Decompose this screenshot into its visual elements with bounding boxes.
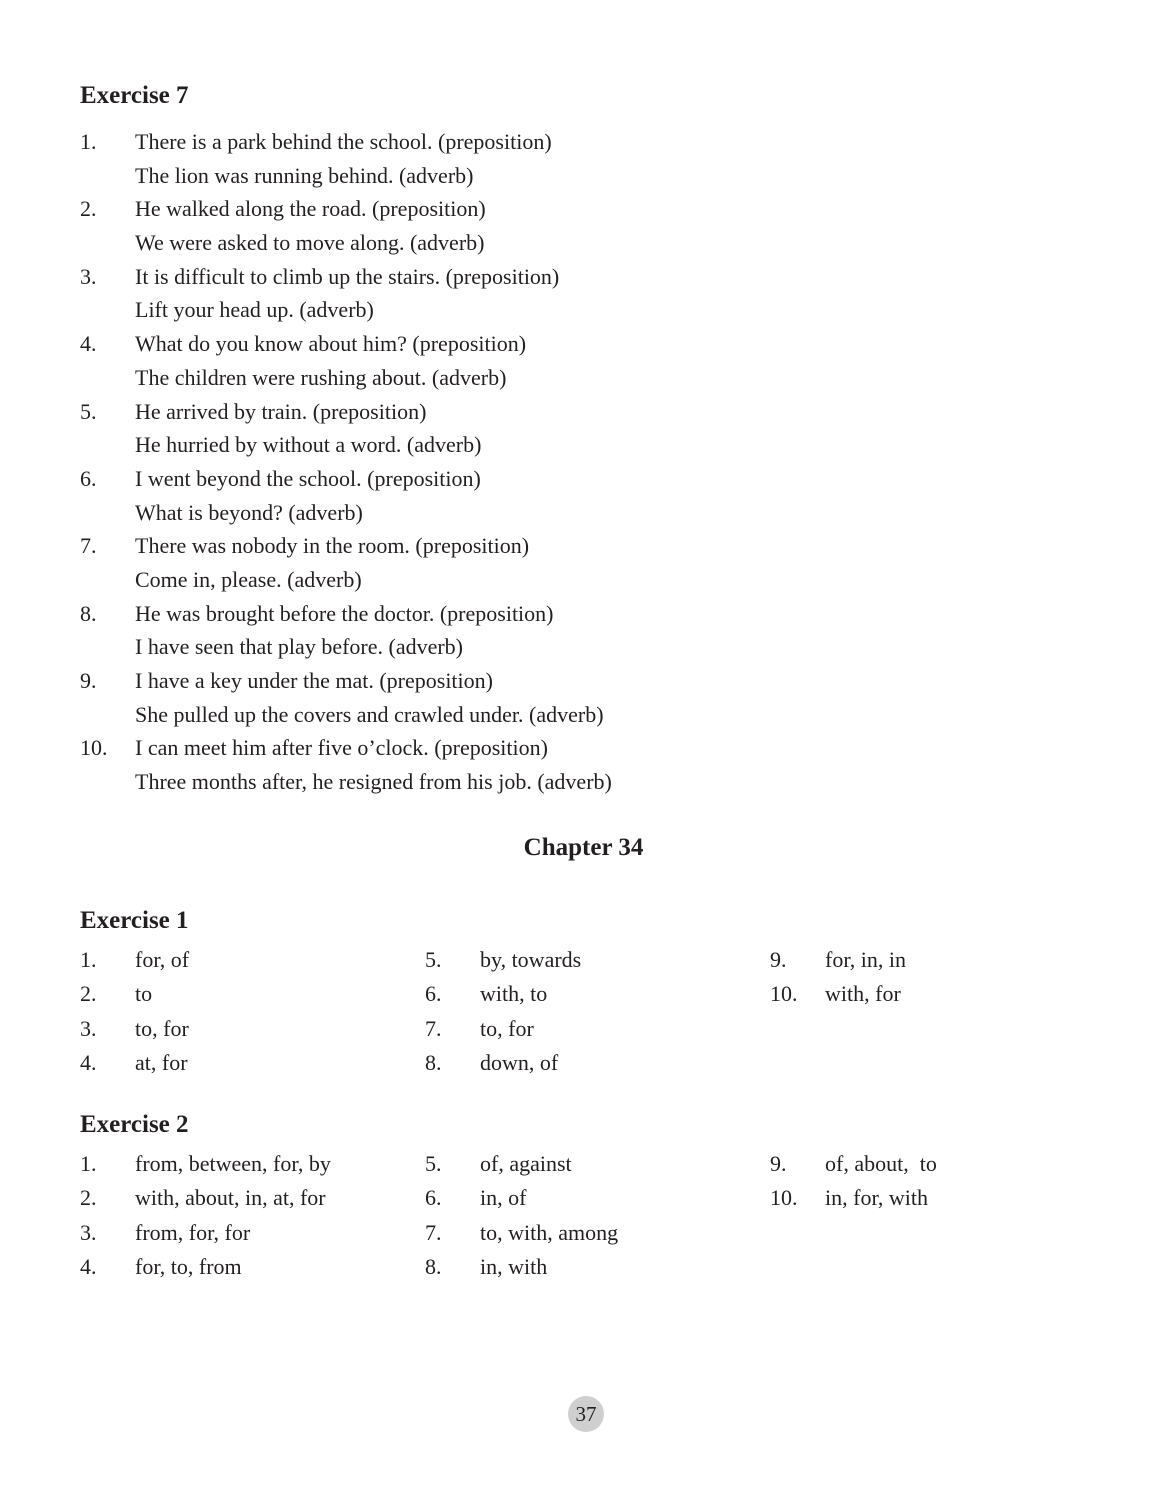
preposition-sentence: It is difficult to climb up the stairs. (preposition) bbox=[135, 263, 560, 289]
answer-item bbox=[80, 1216, 410, 1250]
answer-text: for, of bbox=[135, 947, 190, 972]
answer-item bbox=[80, 977, 400, 1011]
preposition-sentence: I have a key under the mat. (preposition) bbox=[135, 668, 493, 693]
answer-number: 6. bbox=[425, 1185, 442, 1211]
exercise-7-heading: Exercise 7 bbox=[80, 82, 189, 109]
answer-number: 4. bbox=[80, 1050, 97, 1076]
answer-text: to, with, among bbox=[480, 1219, 619, 1245]
answer-item bbox=[80, 1147, 410, 1181]
answer-number: 2. bbox=[80, 1185, 97, 1211]
answer-text: for, to, from bbox=[135, 1254, 242, 1280]
item-number: 3. bbox=[80, 263, 97, 289]
answer-item bbox=[770, 1147, 1100, 1181]
answer-text: with, about, in, at, for bbox=[135, 1185, 326, 1211]
answer-number: 3. bbox=[80, 1219, 97, 1245]
list-item bbox=[80, 597, 1080, 664]
answer-number: 2. bbox=[80, 981, 97, 1007]
answer-text: from, between, for, by bbox=[135, 1151, 331, 1176]
adverb-sentence: What is beyond? (adverb) bbox=[135, 499, 363, 525]
answer-item bbox=[80, 1012, 400, 1046]
item-number: 6. bbox=[80, 465, 97, 491]
item-number: 9. bbox=[80, 668, 97, 693]
answer-text: to, for bbox=[135, 1015, 189, 1041]
answer-number: 9. bbox=[770, 1151, 787, 1176]
exercise-1-column-1 bbox=[80, 943, 400, 1081]
answer-item bbox=[770, 943, 1090, 977]
answer-text: with, to bbox=[480, 981, 548, 1007]
preposition-sentence: I went beyond the school. (preposition) bbox=[135, 465, 481, 491]
answer-number: 5. bbox=[425, 1151, 442, 1176]
adverb-sentence: Come in, please. (adverb) bbox=[135, 566, 362, 592]
answer-item bbox=[80, 1046, 400, 1080]
answer-number: 10. bbox=[770, 981, 798, 1007]
item-number: 10. bbox=[80, 735, 108, 761]
page-number: 37 bbox=[568, 1396, 604, 1432]
answer-item bbox=[425, 977, 745, 1011]
answer-item bbox=[425, 1216, 755, 1250]
preposition-sentence: There was nobody in the room. (preposition) bbox=[135, 533, 530, 559]
item-number: 8. bbox=[80, 600, 97, 626]
preposition-sentence: He arrived by train. (preposition) bbox=[135, 398, 427, 424]
answer-number: 1. bbox=[80, 1151, 97, 1176]
list-item bbox=[80, 529, 1080, 596]
answer-text: down, of bbox=[480, 1050, 559, 1076]
exercise-2-column-2 bbox=[425, 1147, 755, 1285]
answer-text: from, for, for bbox=[135, 1219, 251, 1245]
exercise-2-column-1 bbox=[80, 1147, 410, 1285]
adverb-sentence: We were asked to move along. (adverb) bbox=[135, 230, 485, 256]
answer-number: 3. bbox=[80, 1015, 97, 1041]
preposition-sentence: He was brought before the doctor. (preposition) bbox=[135, 600, 554, 626]
answer-number: 5. bbox=[425, 947, 442, 972]
list-item bbox=[80, 395, 1080, 462]
answer-number: 10. bbox=[770, 1185, 798, 1211]
list-item bbox=[80, 664, 1080, 731]
answer-item bbox=[425, 1046, 745, 1080]
adverb-sentence: The children were rushing about. (adverb) bbox=[135, 364, 507, 390]
answer-item bbox=[80, 1181, 410, 1215]
answer-text: with, for bbox=[825, 981, 901, 1007]
answer-item bbox=[770, 1181, 1100, 1215]
exercise-2-column-3 bbox=[770, 1147, 1100, 1216]
exercise-7-list bbox=[80, 125, 1080, 799]
exercise-1-column-2 bbox=[425, 943, 745, 1081]
answer-item bbox=[770, 977, 1090, 1011]
preposition-sentence: He walked along the road. (preposition) bbox=[135, 196, 486, 222]
item-number: 2. bbox=[80, 196, 97, 222]
answer-text: in, of bbox=[480, 1185, 527, 1211]
answer-number: 9. bbox=[770, 947, 787, 972]
answer-text: to bbox=[135, 981, 153, 1007]
answer-item bbox=[80, 943, 400, 977]
answer-text: in, for, with bbox=[825, 1185, 928, 1211]
list-item bbox=[80, 327, 1080, 394]
answer-number: 7. bbox=[425, 1015, 442, 1041]
answer-item bbox=[80, 1250, 410, 1284]
list-item bbox=[80, 125, 1080, 192]
answer-text: in, with bbox=[480, 1254, 548, 1280]
adverb-sentence: He hurried by without a word. (adverb) bbox=[135, 432, 482, 458]
answer-number: 7. bbox=[425, 1219, 442, 1245]
answer-number: 8. bbox=[425, 1050, 442, 1076]
item-number: 1. bbox=[80, 129, 97, 154]
answer-item bbox=[425, 1181, 755, 1215]
answer-text: at, for bbox=[135, 1050, 188, 1076]
adverb-sentence: I have seen that play before. (adverb) bbox=[135, 634, 464, 660]
exercise-2-heading: Exercise 2 bbox=[80, 1111, 189, 1138]
answer-number: 4. bbox=[80, 1254, 97, 1280]
answer-text: of, against bbox=[480, 1151, 572, 1176]
answer-item bbox=[425, 943, 745, 977]
answer-number: 6. bbox=[425, 981, 442, 1007]
preposition-sentence: What do you know about him? (preposition) bbox=[135, 331, 527, 357]
preposition-sentence: I can meet him after five o’clock. (preposition) bbox=[135, 735, 548, 761]
answer-number: 8. bbox=[425, 1254, 442, 1280]
answer-text: of, about, to bbox=[825, 1151, 937, 1176]
answer-item bbox=[425, 1147, 755, 1181]
adverb-sentence: Three months after, he resigned from his job. (adverb) bbox=[135, 769, 612, 795]
item-number: 7. bbox=[80, 533, 97, 559]
list-item bbox=[80, 462, 1080, 529]
adverb-sentence: Lift your head up. (adverb) bbox=[135, 297, 374, 323]
answer-item bbox=[425, 1250, 755, 1284]
item-number: 5. bbox=[80, 398, 97, 424]
chapter-heading: Chapter 34 bbox=[523, 834, 644, 861]
adverb-sentence: She pulled up the covers and crawled under. (adverb) bbox=[135, 701, 604, 727]
answer-item bbox=[425, 1012, 745, 1046]
answer-text: by, towards bbox=[480, 947, 582, 972]
list-item bbox=[80, 192, 1080, 259]
answer-text: for, in, in bbox=[825, 947, 906, 972]
item-number: 4. bbox=[80, 331, 97, 357]
list-item bbox=[80, 731, 1080, 798]
answer-number: 1. bbox=[80, 947, 97, 972]
exercise-1-column-3 bbox=[770, 943, 1090, 1012]
answer-text: to, for bbox=[480, 1015, 534, 1041]
adverb-sentence: The lion was running behind. (adverb) bbox=[135, 162, 474, 188]
preposition-sentence: There is a park behind the school. (preposition) bbox=[135, 129, 552, 154]
list-item bbox=[80, 260, 1080, 327]
exercise-1-heading: Exercise 1 bbox=[80, 907, 189, 934]
